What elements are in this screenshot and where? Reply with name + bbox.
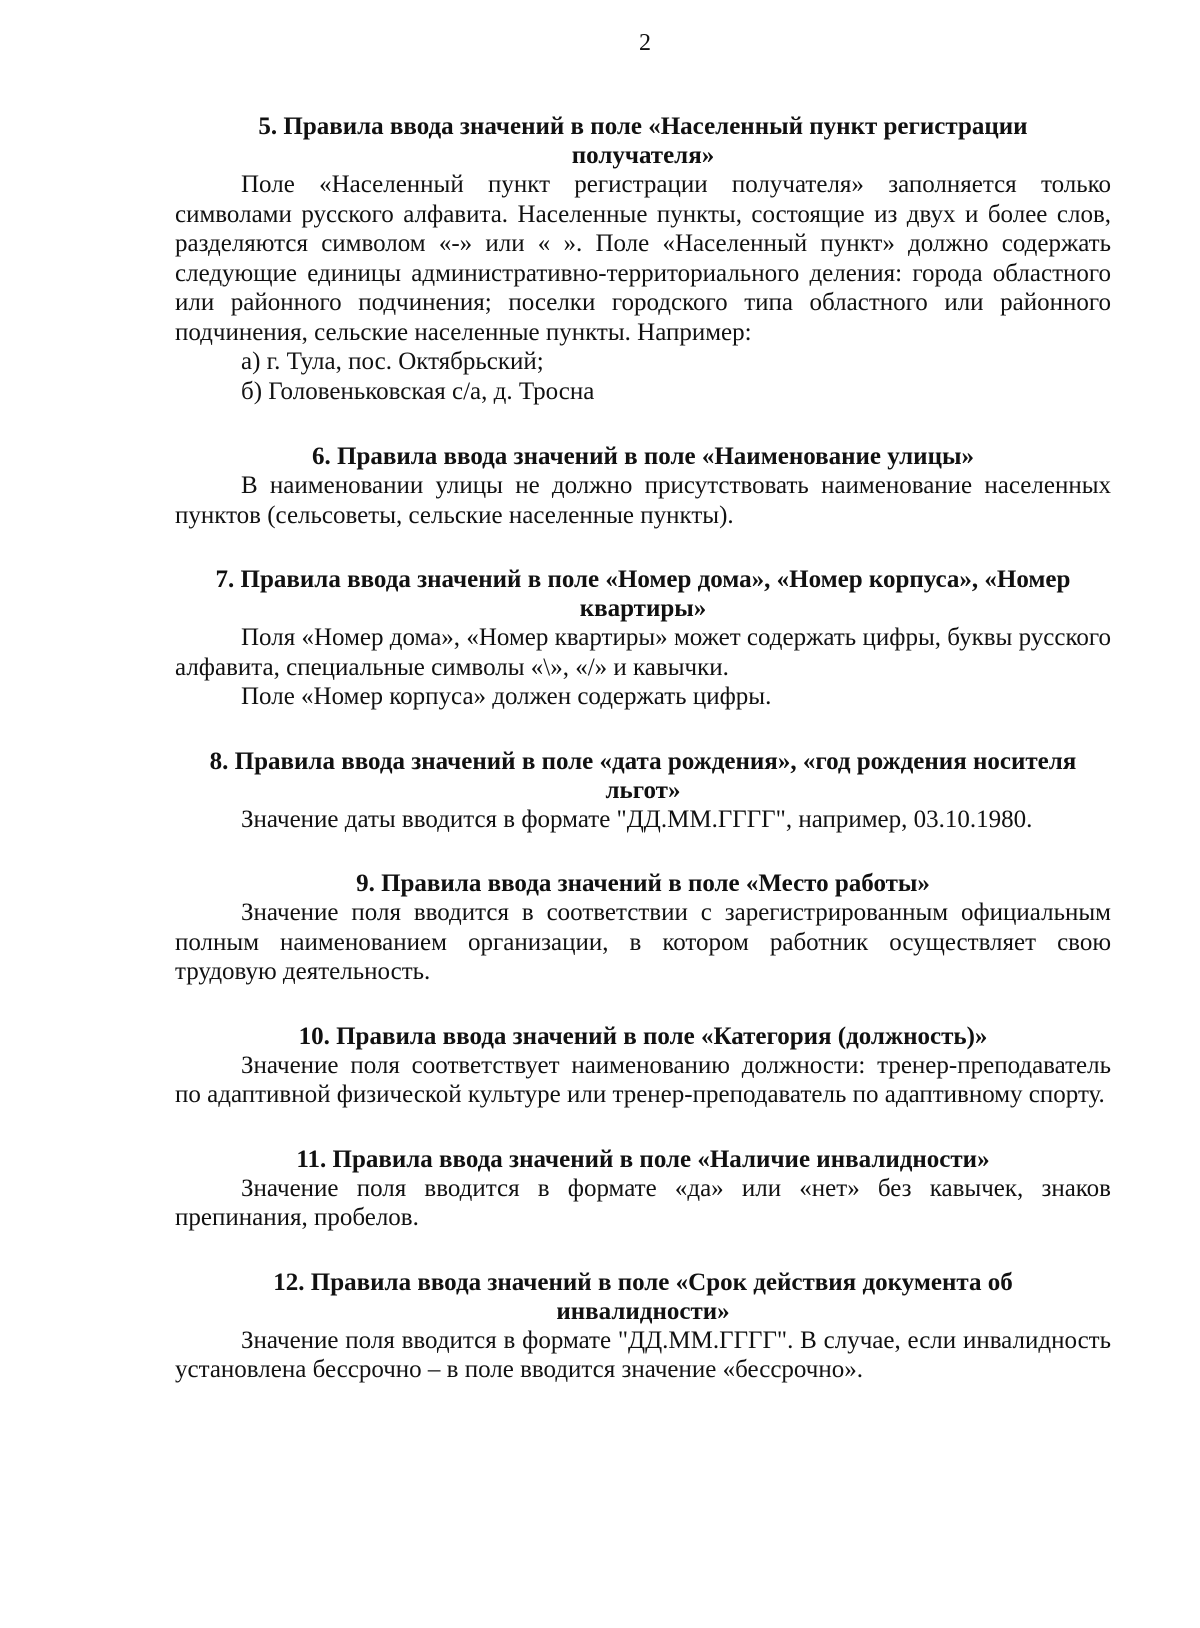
section-paragraph: Значение поля вводится в соответствии с зарегистрированным официальным полным наименованием организации, в котором работник осуществляет свою трудовую деятельность. (175, 899, 1111, 985)
list-item: б) Головеньковская с/а, д. Тросна (241, 378, 595, 405)
section-10 (175, 1022, 1111, 1110)
section-8 (175, 747, 1111, 835)
section-paragraph: Поля «Номер дома», «Номер квартиры» может содержать цифры, буквы русского алфавита, специальные символы «\», «/» и кавычки. (175, 624, 1111, 681)
section-7 (175, 565, 1111, 712)
section-heading: 11. Правила ввода значений в поле «Наличие инвалидности» (296, 1145, 990, 1173)
section-paragraph: Значение поля вводится в формате «да» или «нет» без кавычек, знаков препинания, пробелов. (175, 1174, 1111, 1231)
section-11 (175, 1145, 1111, 1233)
list-item: а) г. Тула, пос. Октябрьский; (241, 348, 544, 375)
section-paragraph: Значение поля соответствует наименованию должности: тренер-преподаватель по адаптивной физической культуре или тренер-преподаватель по адаптивному спорту. (175, 1051, 1111, 1108)
section-paragraph: Поле «Населенный пункт регистрации получателя» заполняется только символами русского алфавита. Населенные пункты, состоящие из двух и более слов, разделяются символом «-» или « ». Поле «Населенный пункт» должно содержать следующие единицы административно-территориального деления: города областного или районного подчинения; поселки городского типа областного или районного подчинения, сельские населенные пункты. Например: (175, 171, 1111, 346)
section-heading: 10. Правила ввода значений в поле «Категория (должность)» (298, 1022, 988, 1050)
document-body (175, 112, 1111, 1420)
section-5 (175, 112, 1111, 407)
section-12 (175, 1268, 1111, 1385)
section-heading: 12. Правила ввода значений в поле «Срок действия документа об инвалидности» (273, 1268, 1013, 1325)
section-paragraph: Значение даты вводится в формате "ДД.ММ.ГГГГ", например, 03.10.1980. (241, 805, 1033, 833)
section-paragraph: Значение поля вводится в формате "ДД.ММ.ГГГГ". В случае, если инвалидность установлена бессрочно – в поле вводится значение «бессрочно». (175, 1326, 1111, 1383)
section-heading: 6. Правила ввода значений в поле «Наименование улицы» (312, 443, 974, 470)
section-paragraph: Поле «Номер корпуса» должен содержать цифры. (241, 683, 772, 710)
section-6 (175, 442, 1111, 530)
section-heading: 5. Правила ввода значений в поле «Населенный пункт регистрации получателя» (258, 113, 1028, 169)
section-heading: 7. Правила ввода значений в поле «Номер дома», «Номер корпуса», «Номер квартиры» (215, 566, 1071, 622)
section-heading: 8. Правила ввода значений в поле «дата рождения», «год рождения носителя льгот» (209, 747, 1077, 804)
section-heading: 9. Правила ввода значений в поле «Место работы» (356, 870, 930, 897)
page-number: 2 (639, 30, 651, 56)
section-paragraph: В наименовании улицы не должно присутствовать наименование населенных пунктов (сельсоветы, сельские населенные пункты). (175, 472, 1111, 529)
section-9 (175, 869, 1111, 987)
